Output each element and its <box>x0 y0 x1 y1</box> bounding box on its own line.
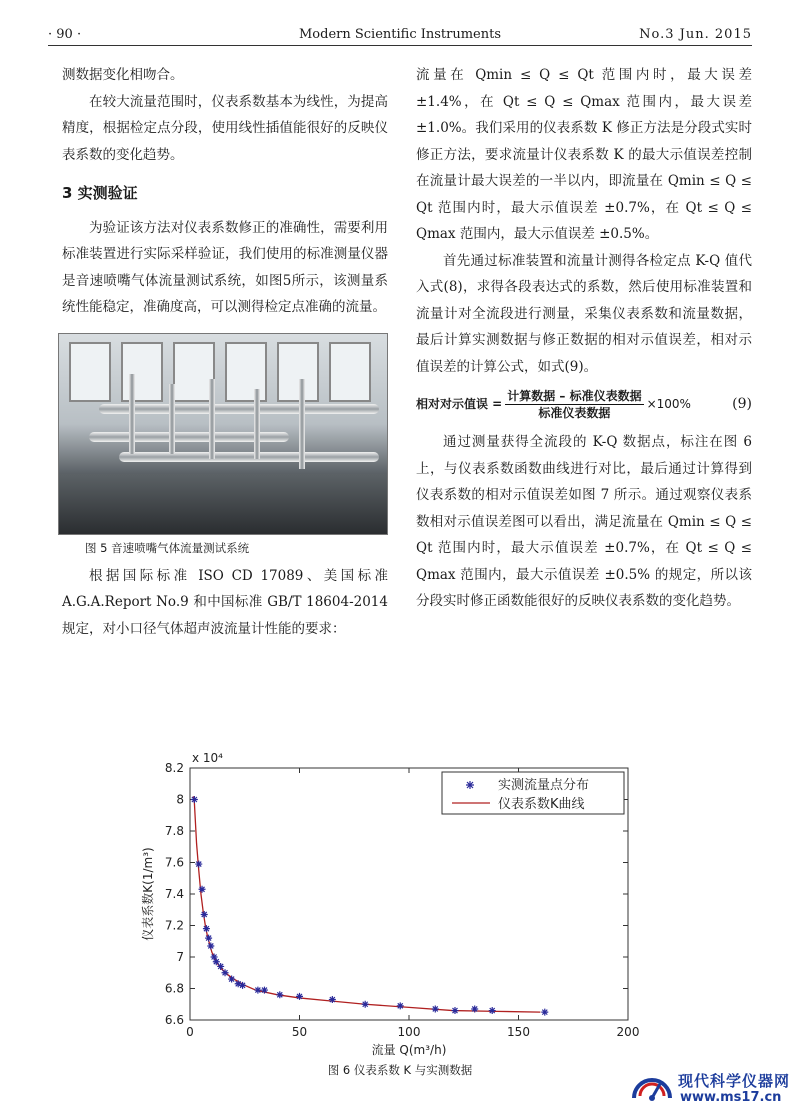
y-tick-label: 7 <box>176 950 184 964</box>
legend-label-points: 实测流量点分布 <box>498 778 590 793</box>
measured-point <box>489 1007 496 1014</box>
y-axis-multiplier: x 10⁴ <box>192 751 223 765</box>
y-tick-label: 7.2 <box>164 918 184 933</box>
paragraph: 流量在 Qmin ≤ Q ≤ Qt 范围内时，最大误差 ±1.4%，在 Qt ≤ Q ≤ Qmax 范围内，最大误差 ±1.0%。我们采用的仪表系数 K 修正方法是分段式实时修正方法，要求流量计仪表系数 K 的最大示值误差控制在流量计最大误差的一半以内，即流量在 Qmin ≤ Q ≤ Qt 范围内时，最大示值误差 ±0.7%，在 Qt ≤ Q ≤ Qmax 范围内，最大示值误差 ±0.5%。 <box>416 67 752 242</box>
figure-5-photo <box>58 333 388 535</box>
figure-5-caption: 图 5 音速喷嘴气体流量测试系统 <box>85 540 250 555</box>
measured-point <box>397 1002 404 1009</box>
watermark-url: www.ms17.cn <box>680 1090 782 1105</box>
page-header <box>48 24 752 46</box>
x-tick-label: 0 <box>186 1025 194 1039</box>
left-column <box>62 62 388 642</box>
measured-point <box>228 976 235 983</box>
measured-point <box>203 925 210 932</box>
measured-point <box>432 1005 439 1012</box>
page-number: · 90 · <box>48 27 82 42</box>
y-tick-label: 7.6 <box>164 855 184 870</box>
x-axis-label: 流量 Q(m³/h) <box>371 1043 447 1057</box>
measured-point <box>254 987 261 994</box>
measured-point <box>261 987 268 994</box>
measured-point <box>199 886 206 893</box>
formula-denominator: 标准仪表数据 <box>538 406 611 420</box>
measured-point <box>541 1009 548 1016</box>
paragraph: 通过测量获得全流段的 K-Q 数据点，标注在图 6 上，与仪表系数函数曲线进行对比，最后通过计算得到仪表系数的相对示值误差如图 7 所示。通过观察仪表系数相对示值误差图可以看出，满足流量在 Qmin ≤ Q ≤ Qt 范围内时，最大示值误差 ±0.7%，在 Qt ≤ Q ≤ Qmax 范围内，最大示值误差 ±0.5% 的规定，所以该分段实时修正函数能很好的反映仪表系数的变化趋势。 <box>416 434 752 609</box>
measured-point <box>205 935 212 942</box>
watermark-title: 现代科学仪器网 <box>678 1072 791 1090</box>
y-tick-label: 7.8 <box>164 824 184 838</box>
measured-point <box>239 982 246 989</box>
section-title: 3 实测验证 <box>62 184 138 202</box>
measured-point <box>276 991 283 998</box>
paragraph: 在较大流量范围时，仪表系数基本为线性，为提高精度，根据检定点分段，使用线性插值能很好的反映仪表系数的变化趋势。 <box>62 93 388 163</box>
right-column <box>416 62 752 615</box>
formula-numerator: 计算数据 – 标准仪表数据 <box>507 389 642 403</box>
measured-point <box>329 996 336 1003</box>
legend-label-line: 仪表系数K曲线 <box>498 797 585 812</box>
equation-number: (9) <box>732 396 752 413</box>
measured-point <box>195 861 202 868</box>
issue-info: No.3 Jun. 2015 <box>639 27 752 42</box>
x-tick-label: 50 <box>291 1025 308 1039</box>
measured-point <box>451 1007 458 1014</box>
y-axis-label: 仪表系数K(1/m³) <box>141 847 155 941</box>
y-tick-label: 8 <box>176 792 184 807</box>
measured-point <box>222 969 229 976</box>
watermark-gauge-icon <box>628 1068 678 1112</box>
figure-6-chart <box>130 742 650 1082</box>
formula-fraction <box>505 388 643 421</box>
y-tick-label: 7.4 <box>164 887 184 901</box>
x-tick-label: 150 <box>507 1025 530 1039</box>
paragraph: 测数据变化相吻合。 <box>62 67 184 83</box>
journal-name: Modern Scientific Instruments <box>298 27 502 42</box>
y-tick-label: 6.8 <box>164 981 184 996</box>
formula-9 <box>416 388 752 421</box>
measured-point <box>296 993 303 1000</box>
paragraph: 为验证该方法对仪表系数修正的准确性，需要利用标准装置进行实际采样验证，我们使用的标准测量仪器是音速喷嘴气体流量测试系统，如图5所示，该测量系统性能稳定，准确度高，可以测得检定点准确的流量。 <box>62 219 388 315</box>
figure-6-caption: 图 6 仪表系数 K 与实测数据 <box>327 1063 473 1077</box>
y-tick-label: 6.6 <box>164 1013 184 1027</box>
x-tick-label: 100 <box>397 1025 421 1039</box>
y-tick-label: 8.2 <box>164 761 184 775</box>
watermark-logo <box>628 1068 798 1112</box>
measured-point <box>191 796 198 803</box>
formula-lhs: 相对对示值误 = <box>416 397 503 412</box>
measured-point <box>217 963 224 970</box>
measured-point <box>471 1005 478 1012</box>
formula-suffix: ×100% <box>646 397 691 412</box>
measured-point <box>201 911 208 918</box>
measured-point <box>362 1001 369 1008</box>
measured-point <box>207 942 214 949</box>
paragraph: 首先通过标准装置和流量计测得各检定点 K-Q 值代入式(8)，求得各段表达式的系数，然后使用标准装置和流量计对全流段进行测量，采集仪表系数和流量数据，最后计算实测数据与修正数据的相对示值误差，相对示值误差的计算公式，如式(9)。 <box>416 252 752 375</box>
x-tick-label: 200 <box>616 1025 640 1039</box>
legend-marker-points <box>466 781 474 789</box>
paragraph: 根据国际标准 ISO CD 17089、美国标准 A.G.A.Report No.9 和中国标准 GB/T 18604-2014 规定，对小口径气体超声波流量计性能的要求： <box>62 567 388 637</box>
